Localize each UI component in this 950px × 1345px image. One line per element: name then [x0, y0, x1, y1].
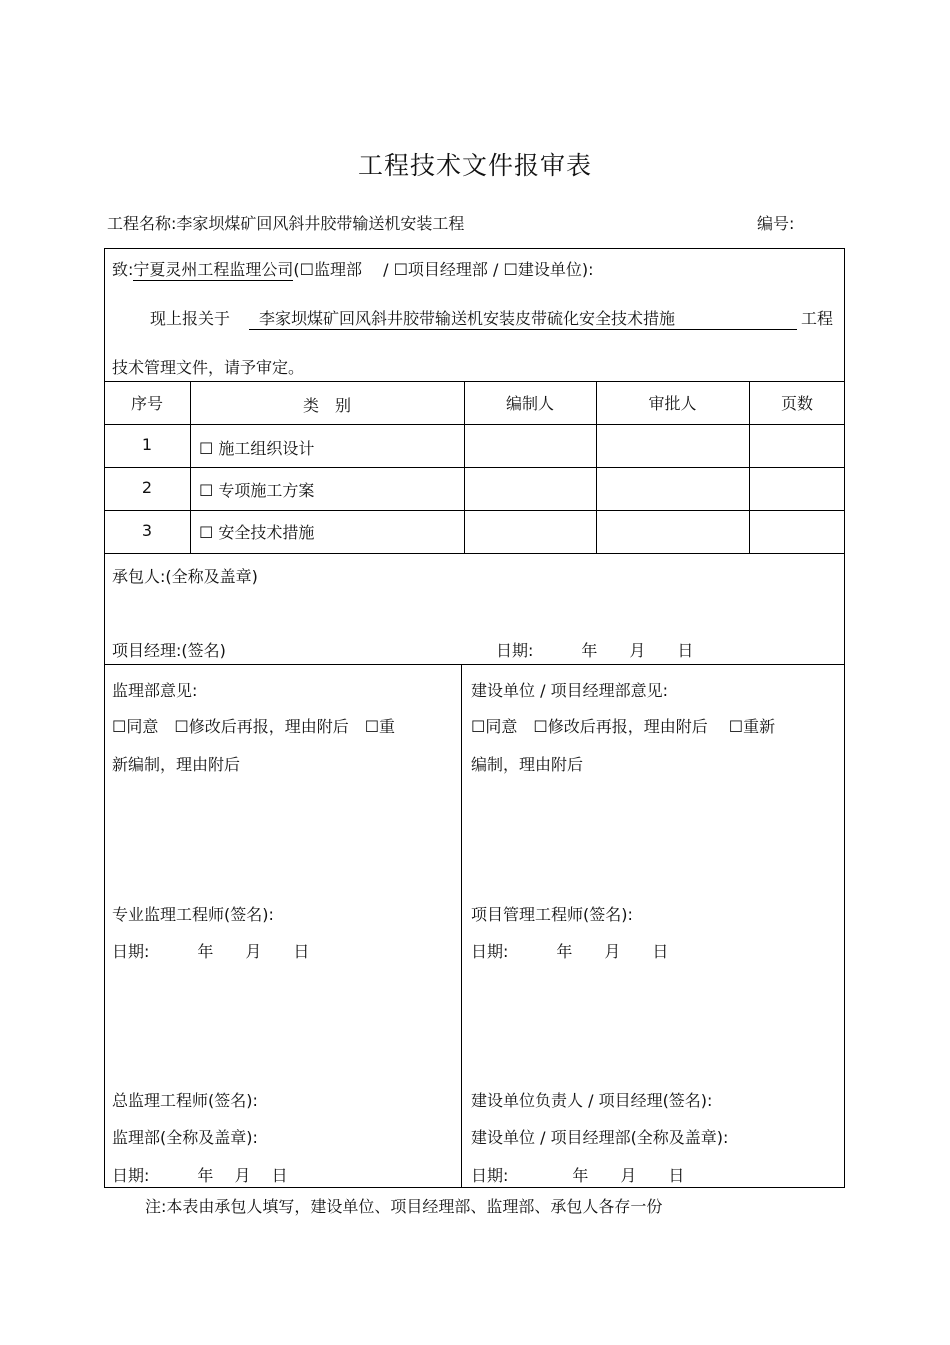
to-line	[112, 257, 593, 281]
owner-date-final: 日期: 年 月 日	[471, 1166, 685, 1185]
header-approver: 审批人	[648, 394, 697, 413]
row-category: ☐ 施工组织设计	[199, 439, 315, 458]
supervision-chief: 总监理工程师(签名):	[112, 1091, 258, 1110]
contractor-date: 日期: 年 月 日	[496, 641, 694, 660]
to-company: 宁夏灵州工程监理公司	[133, 257, 293, 281]
row-no: 2	[141, 478, 153, 497]
owner-date: 日期: 年 月 日	[471, 942, 669, 961]
row-category: ☐ 安全技术措施	[199, 523, 315, 542]
page-title: 工程技术文件报审表	[357, 151, 592, 180]
divider	[104, 467, 845, 468]
row-no: 3	[141, 521, 153, 540]
divider	[104, 381, 845, 382]
owner-engineer: 项目管理工程师(签名):	[471, 905, 633, 924]
divider	[104, 510, 845, 511]
project-name: 李家坝煤矿回风斜井胶带输送机安装工程	[176, 214, 465, 233]
report-subject: 李家坝煤矿回风斜井胶带输送机安装皮带硫化安全技术措施	[249, 306, 797, 330]
owner-options-cont: 编制，理由附后	[471, 755, 584, 774]
supervision-seal: 监理部(全称及盖章):	[112, 1128, 258, 1147]
owner-chief: 建设单位负责人 / 项目经理(签名):	[471, 1091, 713, 1110]
to-options: (☐监理部 / ☐项目经理部 / ☐建设单位):	[293, 260, 594, 279]
project-name-line	[107, 211, 464, 234]
header-no: 序号	[130, 394, 163, 413]
row-no: 1	[141, 435, 153, 454]
supervision-options: ☐同意 ☐修改后再报，理由附后 ☐重	[112, 717, 396, 736]
row-category: ☐ 专项施工方案	[199, 481, 315, 500]
divider	[104, 664, 845, 665]
report-continuation: 技术管理文件，请予审定。	[112, 358, 305, 377]
contractor-label: 承包人:(全称及盖章)	[112, 567, 258, 586]
supervision-engineer: 专业监理工程师(签名):	[112, 905, 274, 924]
supervision-options-cont: 新编制，理由附后	[112, 755, 241, 774]
contractor-manager: 项目经理:(签名)	[112, 641, 226, 660]
report-prefix: 现上报关于	[150, 309, 231, 328]
owner-title: 建设单位 / 项目经理部意见:	[471, 681, 668, 700]
owner-options: ☐同意 ☐修改后再报，理由附后 ☐重新	[471, 717, 776, 736]
owner-seal: 建设单位 / 项目经理部(全称及盖章):	[471, 1128, 729, 1147]
supervision-title: 监理部意见:	[112, 681, 198, 700]
divider	[104, 424, 845, 425]
footer-note: 注:本表由承包人填写，建设单位、项目经理部、监理部、承包人各存一份	[145, 1197, 663, 1216]
number-label: 编号:	[757, 214, 795, 233]
project-label: 工程名称:	[107, 214, 177, 233]
header-pages: 页数	[780, 394, 813, 413]
supervision-date: 日期: 年 月 日	[112, 942, 310, 961]
col-divider	[461, 664, 462, 1188]
header-category: 类 别	[302, 396, 351, 415]
divider	[104, 553, 845, 554]
to-prefix: 致:	[112, 260, 134, 279]
header-preparer: 编制人	[505, 394, 554, 413]
report-suffix: 工程	[801, 309, 834, 328]
supervision-date-final: 日期: 年 月 日	[112, 1166, 288, 1185]
